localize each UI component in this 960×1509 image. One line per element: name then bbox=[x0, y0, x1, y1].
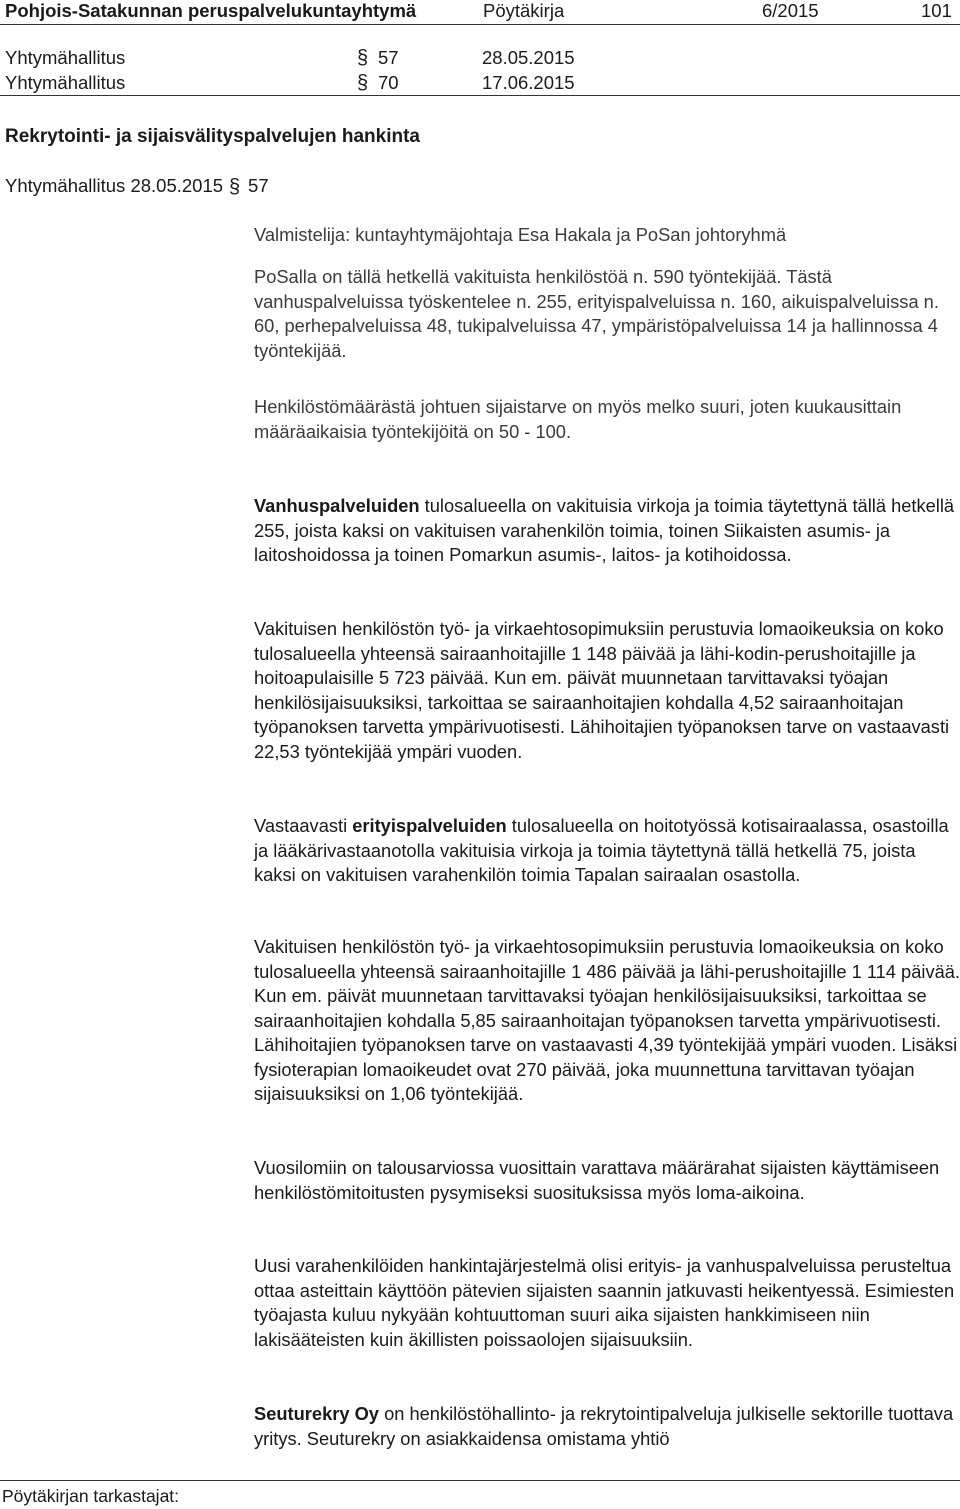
section-reference bbox=[5, 175, 269, 197]
paragraph: Uusi varahenkilöiden hankintajärjestelmä olisi erityis- ja vanhuspalveluissa perusteltua ottaa asteittain käyttöön pätevien sijaisten saannin jatkuvasti heikentyessä. Esimiesten työajasta kuluu nykyään kohtuuttoman suuri aika sijaisten hankkimiseen niin lakisääteisten kuin äkillisten poissaolojen sijaisuuksiin. bbox=[254, 1255, 955, 1350]
section-body-date: Yhtymähallitus 28.05.2015 bbox=[5, 175, 224, 196]
section-number: 57 bbox=[248, 175, 269, 196]
paragraph: Vakituisen henkilöstön työ- ja virkaehtosopimuksiin perustuvia lomaoikeuksia on koko tulosalueella yhteensä sairaanhoitajille 1 486 päivää ja lähi-perushoitajille 1 114 päivää. Kun em. päivät muunnetaan tarvittavaksi työajan henkilösijaisuuksiksi, tarkoittaa se sairaanhoitajien kohdalla 5,85 sairaanhoitajan työpanoksen tarvetta ympärivuotisesti. Lähihoitajien työpanoksen tarve on vastaavasti 4,39 työntekijää ympäri vuoden. Lisäksi fysioterapian lomaoikeudet ovat 270 päivää, joka muunnettuna tarvittavan työajan sijaisuuksiksi on 1,06 työntekijää. bbox=[254, 936, 960, 1104]
paragraph-text: tulosalueella on vakituisia virkoja ja toimia täytettynä tällä hetkellä 255, joista kaksi on vakituisen varahenkilön toimia, toinen Siikaisten asumis- ja laitoshoidossa ja toinen Pomarkun asumis-, laitos- ja kotihoidossa. bbox=[254, 495, 955, 565]
svg-text:§: § bbox=[357, 47, 369, 68]
document-type: Pöytäkirja bbox=[483, 0, 565, 21]
divider bbox=[0, 1480, 960, 1481]
section-sign-icon bbox=[229, 176, 242, 197]
paragraph-text: Vastaavasti bbox=[254, 815, 353, 836]
svg-text:§: § bbox=[229, 175, 241, 197]
paragraph: PoSalla on tällä hetkellä vakituista henkilöstöä n. 590 työntekijää. Tästä vanhuspalveluissa työskentelee n. 255, erityispalveluissa n. 160, aikuispalveluissa n. 60, perhepalveluissa 48, tukipalveluissa 47, ympäristöpalveluissa 14 ja hallinnossa 4 työntekijää. bbox=[254, 266, 939, 361]
paragraph-text: on henkilöstöhallinto- ja rekrytointipalveluja julkiselle sektorille tuottava yritys. Seuturekry on asiakkaidensa omistama yhtiö bbox=[254, 1403, 954, 1449]
organization-name: Pohjois-Satakunnan peruspalvelukuntayhtymä bbox=[5, 0, 417, 21]
page-number: 101 bbox=[921, 0, 952, 21]
meeting-section-number: 57 bbox=[378, 47, 399, 68]
bold-term: Seuturekry Oy bbox=[254, 1403, 379, 1424]
paragraph bbox=[254, 494, 960, 568]
section-sign-icon bbox=[357, 72, 370, 93]
preparer-line: Valmistelija: kuntayhtymäjohtaja Esa Hakala ja PoSan johtoryhmä bbox=[254, 224, 787, 245]
paragraph bbox=[254, 1402, 960, 1451]
document-number: 6/2015 bbox=[762, 0, 819, 21]
meeting-date: 17.06.2015 bbox=[482, 72, 575, 93]
divider bbox=[0, 95, 960, 96]
meeting-date: 28.05.2015 bbox=[482, 47, 575, 68]
paragraph bbox=[254, 814, 960, 888]
paragraph-text: tulosalueella on hoitotyössä kotisairaalassa, osastoilla ja lääkärivastaanotolla vakituisia virkoja ja toimia täytettynä tällä hetkellä 75, joista kaksi on vakituisen varahenkilön toimia Tapalan sairaalan osastolla. bbox=[254, 815, 949, 885]
section-sign-icon bbox=[357, 47, 370, 68]
meeting-body: Yhtymähallitus bbox=[5, 72, 126, 93]
bold-term: Vanhuspalveluiden bbox=[254, 495, 420, 516]
meeting-section-number: 70 bbox=[378, 72, 399, 93]
meeting-body: Yhtymähallitus bbox=[5, 47, 126, 68]
paragraph: Vuosilomiin on talousarviossa vuosittain varattava määrärahat sijaisten käyttämiseen henkilöstömitoitusten pysymiseksi suosituksissa myös loma-aikoina. bbox=[254, 1157, 940, 1203]
svg-text:§: § bbox=[357, 72, 369, 93]
page-title: Rekrytointi- ja sijaisvälityspalvelujen hankinta bbox=[5, 126, 420, 147]
paragraph: Vakituisen henkilöstön työ- ja virkaehtosopimuksiin perustuvia lomaoikeuksia on koko tulosalueella yhteensä sairaanhoitajille 1 148 päivää ja lähi-kodin-perushoitajille ja hoitoapulaisille 5 723 päivää. Kun em. päivät muunnetaan tarvittavaksi työajan henkilösijaisuuksiksi, tarkoittaa se sairaanhoitajien kohdalla 4,52 sairaanhoitajan työpanoksen tarvetta ympärivuotisesti. Lähihoitajien työpanoksen tarve on vastaavasti 22,53 työntekijää ympäri vuoden. bbox=[254, 618, 950, 762]
paragraph: Henkilöstömäärästä johtuen sijaistarve on myös melko suuri, joten kuukausittain määräaikaisia työntekijöitä on 50 - 100. bbox=[254, 396, 902, 442]
document-header bbox=[0, 0, 960, 25]
bold-term: erityispalveluiden bbox=[352, 815, 507, 836]
footer-label: Pöytäkirjan tarkastajat: bbox=[2, 1486, 180, 1506]
